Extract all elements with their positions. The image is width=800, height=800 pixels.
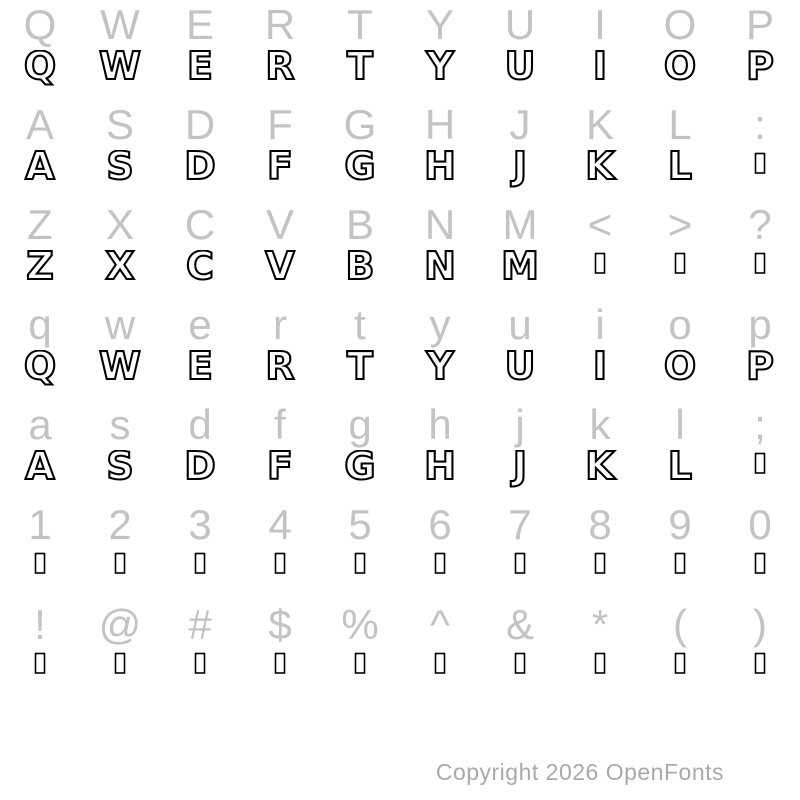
styled-glyph: F [267, 450, 293, 488]
reference-char: 1 [28, 501, 52, 548]
reference-char: ! [34, 601, 46, 648]
reference-char: T [347, 1, 373, 48]
styled-glyph: I [592, 50, 608, 88]
reference-char: L [668, 101, 692, 148]
reference-char: A [25, 101, 54, 148]
reference-char: @ [98, 601, 142, 648]
reference-row [0, 100, 800, 150]
styled-glyph: A [25, 150, 55, 188]
reference-char: u [508, 301, 532, 348]
reference-char: * [591, 601, 609, 648]
reference-char: J [509, 101, 531, 148]
styled-glyph: U [504, 350, 536, 388]
styled-glyph: E [187, 50, 213, 88]
missing-glyph-box [596, 254, 605, 274]
reference-char: ) [753, 601, 767, 648]
reference-char: U [504, 1, 536, 48]
missing-glyph-box [436, 654, 445, 674]
reference-char: g [348, 401, 372, 448]
reference-char: ^ [430, 601, 450, 648]
reference-char: B [345, 201, 374, 248]
styled-glyph: T [347, 50, 373, 88]
reference-char: h [428, 401, 452, 448]
reference-char: s [109, 401, 131, 448]
reference-char: Z [27, 201, 53, 248]
row-pair-digits [0, 500, 800, 600]
styled-glyph: Y [426, 350, 454, 388]
styled-glyph: H [424, 150, 456, 188]
missing-glyph-box [676, 654, 685, 674]
reference-char: M [502, 201, 538, 248]
reference-char: e [188, 301, 212, 348]
reference-char: ? [748, 201, 772, 248]
reference-char: ; [754, 401, 766, 448]
styled-row [0, 550, 800, 600]
styled-glyph: C [186, 250, 214, 288]
reference-char: 6 [428, 501, 452, 548]
reference-char: G [343, 101, 377, 148]
reference-char: t [354, 301, 366, 348]
missing-glyph-box [756, 554, 765, 574]
reference-char: l [675, 401, 685, 448]
copyright-text: Copyright 2026 OpenFonts [435, 759, 724, 785]
reference-char: k [589, 401, 611, 448]
reference-char: % [341, 601, 379, 648]
reference-char: f [274, 401, 286, 448]
styled-glyph: D [184, 450, 216, 488]
reference-char: # [188, 601, 212, 648]
styled-glyph: S [106, 450, 134, 488]
styled-row [0, 350, 800, 400]
styled-glyph: L [667, 450, 693, 488]
styled-glyph: Q [23, 350, 57, 388]
missing-glyph-box [36, 654, 45, 674]
reference-char: w [104, 301, 136, 348]
reference-char: ( [673, 601, 687, 648]
missing-glyph-box [276, 654, 285, 674]
row-pair-upper-qwerty [0, 0, 800, 100]
styled-row [0, 150, 800, 200]
missing-glyph-box [36, 554, 45, 574]
missing-glyph-box [516, 654, 525, 674]
styled-row [0, 50, 800, 100]
reference-char: > [667, 201, 693, 248]
reference-char: R [264, 1, 296, 48]
reference-row [0, 500, 800, 550]
styled-row [0, 650, 800, 700]
missing-glyph-box [756, 454, 765, 474]
reference-row [0, 0, 800, 50]
missing-glyph-box [116, 654, 125, 674]
row-pair-symbols [0, 600, 800, 700]
styled-glyph: G [344, 450, 376, 488]
row-pair-upper-zxcv [0, 200, 800, 300]
missing-glyph-box [196, 554, 205, 574]
styled-glyph: R [265, 50, 295, 88]
styled-glyph: A [25, 450, 55, 488]
styled-glyph: W [99, 350, 141, 388]
row-pair-lower-asdf [0, 400, 800, 500]
reference-char: q [28, 301, 52, 348]
styled-glyph: J [512, 450, 528, 488]
styled-glyph: S [106, 150, 134, 188]
styled-glyph: O [663, 50, 697, 88]
styled-glyph: F [267, 150, 293, 188]
reference-char: & [505, 601, 534, 648]
styled-glyph: R [265, 350, 295, 388]
styled-glyph: K [585, 450, 615, 488]
reference-char: j [515, 401, 525, 448]
styled-glyph: X [105, 250, 135, 288]
styled-glyph: H [424, 450, 456, 488]
reference-char: i [595, 301, 605, 348]
styled-glyph: D [184, 150, 216, 188]
reference-char: I [594, 1, 606, 48]
reference-char: y [429, 301, 451, 348]
styled-glyph: U [504, 50, 536, 88]
reference-char: 7 [508, 501, 532, 548]
styled-glyph: E [187, 350, 213, 388]
styled-glyph: K [585, 150, 615, 188]
reference-char: C [184, 201, 216, 248]
reference-char: o [668, 301, 692, 348]
reference-char: a [28, 401, 52, 448]
missing-glyph-box [356, 654, 365, 674]
reference-char: 2 [108, 501, 132, 548]
missing-glyph-box [676, 254, 685, 274]
reference-char: $ [268, 601, 292, 648]
missing-glyph-box [436, 554, 445, 574]
reference-char: N [424, 201, 456, 248]
reference-char: V [265, 201, 294, 248]
missing-glyph-box [756, 154, 765, 174]
reference-char: 9 [668, 501, 692, 548]
reference-char: K [585, 101, 614, 148]
reference-char: p [748, 301, 772, 348]
reference-char: d [188, 401, 212, 448]
reference-char: F [267, 101, 293, 148]
styled-glyph: J [512, 150, 528, 188]
row-pair-lower-qwerty [0, 300, 800, 400]
missing-glyph-box [756, 254, 765, 274]
reference-char: 0 [748, 501, 772, 548]
styled-glyph: L [667, 150, 693, 188]
reference-char: Q [23, 1, 57, 48]
reference-char: 8 [588, 501, 612, 548]
missing-glyph-box [196, 654, 205, 674]
missing-glyph-box [516, 554, 525, 574]
missing-glyph-box [116, 554, 125, 574]
styled-row [0, 250, 800, 300]
styled-glyph: Z [26, 250, 54, 288]
reference-row [0, 600, 800, 650]
missing-glyph-box [756, 654, 765, 674]
missing-glyph-box [596, 654, 605, 674]
styled-glyph: G [344, 150, 376, 188]
reference-row [0, 300, 800, 350]
reference-char: : [754, 101, 766, 148]
styled-glyph: N [424, 250, 456, 288]
row-pair-upper-asdf [0, 100, 800, 200]
styled-glyph: P [746, 50, 774, 88]
reference-char: < [587, 201, 613, 248]
styled-glyph: T [347, 350, 373, 388]
reference-char: 3 [188, 501, 212, 548]
reference-char: S [105, 101, 134, 148]
styled-glyph: B [345, 250, 375, 288]
reference-char: 5 [348, 501, 372, 548]
styled-glyph: M [501, 250, 539, 288]
styled-glyph: I [592, 350, 608, 388]
styled-glyph: P [746, 350, 774, 388]
missing-glyph-box [676, 554, 685, 574]
missing-glyph-box [356, 554, 365, 574]
missing-glyph-box [596, 554, 605, 574]
styled-glyph: W [99, 50, 141, 88]
styled-glyph: Q [23, 50, 57, 88]
reference-char: X [105, 201, 134, 248]
reference-char: P [745, 1, 774, 48]
reference-row [0, 400, 800, 450]
styled-glyph: Y [426, 50, 454, 88]
missing-glyph-box [276, 554, 285, 574]
reference-char: H [424, 101, 456, 148]
reference-char: 4 [268, 501, 292, 548]
reference-row [0, 200, 800, 250]
styled-row [0, 450, 800, 500]
reference-char: O [663, 1, 697, 48]
reference-char: D [184, 101, 216, 148]
reference-char: E [185, 1, 214, 48]
reference-char: W [100, 1, 140, 48]
reference-char: r [273, 301, 287, 348]
styled-glyph: O [663, 350, 697, 388]
reference-char: Y [425, 1, 454, 48]
styled-glyph: V [265, 250, 295, 288]
